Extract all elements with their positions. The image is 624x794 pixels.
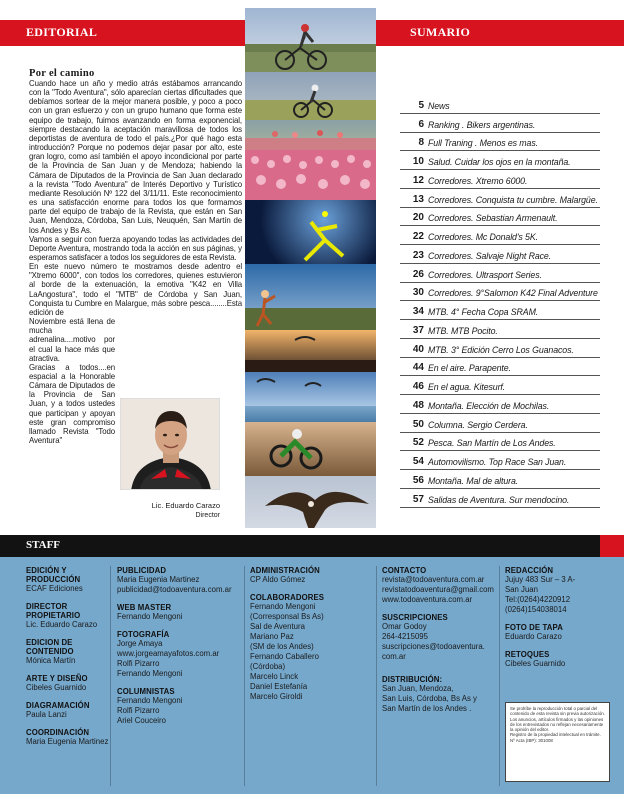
staff-role-value: revista@todoaventura.com.ar [382,575,485,584]
sumario-item [400,151,600,170]
sumario-item [400,470,600,489]
staff-role-value: San Juan [505,585,538,594]
staff-role-value: Jujuy 483 Sur – 3 A- [505,575,576,584]
staff-role-heading: PUBLICIDAD [117,566,167,575]
sumario-item [400,395,600,414]
sumario-item [400,376,600,395]
sumario-item [400,226,600,245]
spacer [26,693,118,701]
sumario-page-number: 34 [412,306,424,317]
sumario-item-title: Salidas de Aventura. Sur mendocino. [428,494,570,505]
staff-role-value: Eduardo Carazo [505,632,562,641]
staff-role-heading: ADMINISTRACIÓN [250,566,320,575]
legal-notice [505,702,610,782]
spacer [117,622,237,630]
staff-role-heading: DISTRIBUCIÓN: [382,675,443,684]
staff-role-value: (0264)154038014 [505,605,567,614]
staff-role-heading: COLUMNISTAS [117,687,175,696]
staff-role-heading: COORDINACIÓN [26,728,90,737]
staff-role-value: Marcelo Giroldi [250,692,303,701]
staff-role-value: Sal de Aventura [250,622,305,631]
editorial-section-label: EDITORIAL [26,25,98,39]
spacer [26,720,118,728]
staff-role-value: San Luis, Córdoba, Bs As y [382,694,477,703]
staff-role-heading: EDICION DE CONTENIDO [26,638,74,656]
staff-column-2 [117,566,237,726]
photo-mountain-biker-field [245,72,376,120]
sumario-item-title: Corredores. Xtremo 6000. [428,175,528,186]
sumario-item [400,170,600,189]
sumario-page-number: 40 [412,343,424,355]
sumario-page-number: 23 [412,249,424,261]
sumario-page-number: 5 [418,99,424,111]
sumario-page-number: 10 [412,156,424,167]
staff-role-value: Maria Eugenia Martinez [26,737,109,746]
staff-role-value: www.todoaventura.com.ar [382,595,473,604]
sumario-item [400,451,600,470]
sumario-item-title: News [428,100,450,111]
sumario-item [400,133,600,152]
spacer [117,679,237,687]
sumario-item-title: En el agua. Kitesurf. [428,382,506,392]
staff-role-value: Omar Godoy [382,622,427,631]
author-name: Lic. Eduardo Carazo [151,501,220,510]
sumario-page-number: 20 [412,212,424,224]
sumario-page-number: 57 [412,493,424,505]
editorial-title: Por el camino [29,68,95,79]
staff-role-value: Cibeles Guarnido [26,683,87,692]
sumario-item-title: Montaña. Mal de altura. [428,475,519,486]
sumario-item [400,489,600,508]
staff-role-value: com.ar [382,652,406,661]
sumario-item [400,339,600,358]
sumario-item-title: Corredores. Salvaje Night Race. [428,250,552,261]
photo-sunset-paraglider [245,330,376,372]
sumario-item [400,283,600,302]
editorial-paragraph: Vamos a seguir con fuerza apoyando todas las actividades del Deporte Aventura, mostrando toda la acción en sus páginas, y esperamos satisfacer a todos los seguidores de esta Revista. [29,234,242,262]
staff-role-value: Fernando Mengoni [117,696,183,705]
sumario-page-number: 46 [412,381,424,392]
staff-role-value: Paula Lanzi [26,710,67,719]
sumario-item [400,320,600,339]
staff-role-value: (SM de los Andes) [250,642,314,651]
staff-title: STAFF [26,539,61,551]
sumario-item-title: MTB. MTB Pocito. [428,325,498,336]
sumario-page-number: 37 [412,324,424,336]
staff-role-heading: ARTE Y DISEÑO [26,674,88,683]
staff-role-value: 264-4215095 [382,632,428,641]
staff-column-4 [382,566,502,714]
staff-role-value: Rolfi Pizarro [117,659,160,668]
staff-role-value: (Corresponsal Bs As) [250,612,324,621]
staff-role-heading: DIAGRAMACIÓN [26,701,90,710]
staff-role-heading: WEB MASTER [117,603,172,612]
staff-role-value: suscripciones@todoaventura. [382,642,485,651]
staff-column-3 [250,566,360,702]
staff-role-value: CP Aldo Gómez [250,575,306,584]
spacer [117,595,237,603]
sumario-item [400,189,600,208]
sumario-page-number: 56 [412,474,424,486]
staff-role-value: publicidad@todoaventura.com.ar [117,585,232,594]
staff-role-value: revistatodoaventura@gmail.com [382,585,494,594]
sumario-section-label: SUMARIO [410,25,471,39]
sumario-item-title: Corredores. 9°Salomon K42 Final Adventure [428,288,598,299]
staff-role-value: Mariano Paz [250,632,294,641]
staff-role-value: San Martín de los Andes . [382,704,472,713]
sumario-item [400,433,600,452]
staff-role-value: Fernando Mengoni [117,612,183,621]
spacer [250,585,360,593]
sumario-list [400,95,600,508]
staff-role-value: Fernando Mengoni [250,602,316,611]
staff-role-value: Fernando Mengoni [117,669,183,678]
staff-role-heading: SUSCRIPCIONES [382,613,448,622]
portrait-caption [120,501,220,521]
staff-role-heading: EDICIÓN Y PRODUCCIÓN [26,566,81,584]
sumario-item-title: Corredores. Sebastian Armenault. [428,213,558,224]
staff-role-value: Marcelo Linck [250,672,299,681]
spacer [382,605,502,613]
staff-role-value: (Córdoba) [250,662,286,671]
staff-role-value: Daniel Estefanía [250,682,308,691]
sumario-item [400,95,600,114]
staff-role-value: Cibeles Guarnido [505,659,566,668]
photo-condor [245,476,376,528]
editorial-paragraph: Noviembre está llena de mucha adrenalina....motivo por el cual la hace más que atractiva. [29,317,115,363]
spacer [26,594,118,602]
staff-role-heading: COLABORADORES [250,593,325,602]
photo-strip [245,8,376,528]
staff-role-value: www.jorgeamayafotos.com.ar [117,649,220,658]
staff-role-heading: CONTACTO [382,566,427,575]
staff-divider [244,566,245,786]
staff-role-heading: DIRECTOR PROPIETARIO [26,602,81,620]
sumario-item [400,414,600,433]
sumario-page-number: 52 [412,437,424,449]
sumario-page-number: 44 [412,362,424,374]
staff-role-value: Tel:(0264)4220912 [505,595,571,604]
sumario-page-number: 48 [412,399,424,411]
sumario-page-number: 54 [412,456,424,467]
staff-role-value: Mónica Martín [26,656,76,665]
staff-role-value: Jorge Amaya [117,639,163,648]
sumario-item [400,114,600,133]
sumario-item-title: Columna. Sergio Cerdera. [428,419,528,430]
staff-role-heading: FOTO DE TAPA [505,623,563,632]
photo-mountain-biker [245,8,376,72]
staff-role-value: Rolfi Pizarro [117,706,160,715]
sumario-item-title: Montaña. Elección de Mochilas. [428,400,550,411]
photo-pink-runners [245,150,376,200]
spacer [505,615,615,623]
sumario-item-title: En el aire. Parapente. [428,363,511,374]
editorial-paragraph: En este nuevo número te mostramos desde adentro el "Xtremo 6000", con todos los corredores, quienes estuvieron al borde de la extenuación, la emotiva "K42 en Villa LaAngostura", todo el "MTB" de Córdoba y San Juan, Conquista tu Cumbre en Malargue, más sobre pesca........Esta edición de [29,262,242,317]
staff-role-value: ECAF Ediciones [26,584,83,593]
spacer [26,630,118,638]
legal-line: Registro de la propiedad intelectual en trámite. [510,732,601,738]
photo-kitesurf-water [245,406,376,422]
sumario-item-title: Full Traning . Menos es mas. [428,138,538,149]
sumario-item-title: Automovilismo. Top Race San Juan. [428,457,567,467]
photo-kitesurf-sky [245,372,376,406]
sumario-item-title: Salud. Cuidar los ojos en la montaña. [428,157,571,167]
spacer [26,666,118,674]
photo-motocross [245,422,376,476]
staff-role-heading: REDACCIÓN [505,566,554,575]
staff-panel [0,557,624,794]
staff-role-heading: FOTOGRAFÍA [117,630,170,639]
sumario-item-title: Pesca. San Martín de Los Andes. [428,438,556,449]
sumario-page-number: 50 [412,418,424,430]
sumario-item-title: Corredores. Mc Donald's 5K. [428,232,538,242]
staff-role-heading: RETOQUES [505,650,550,659]
photo-runner-crowd [245,120,376,150]
sumario-page-number: 22 [412,231,424,242]
editorial-body [29,79,242,445]
staff-role-value: Lic. Eduardo Carazo [26,620,98,629]
staff-role-value: San Juan, Mendoza, [382,684,454,693]
staff-column-1 [26,566,118,747]
sumario-item [400,245,600,264]
staff-column-5 [505,566,615,669]
sumario-page-number: 6 [418,118,424,130]
staff-header-bar [0,535,624,557]
staff-role-value: Fernando Caballero [250,652,319,661]
staff-bar-accent [600,535,624,557]
sumario-page-number: 12 [412,174,424,186]
legal-line: Los anuncios, artículos firmados y las opiniones de los entrevistados no reflejan necesariamente la opinión del editor. [510,716,604,733]
photo-trail-runner [245,264,376,330]
legal-line: Se prohíbe la reproducción total o parcial del contenido de esta revista sin previa autorización. [510,706,605,717]
spacer [382,662,502,675]
staff-divider [499,566,500,786]
sumario-page-number: 30 [412,287,424,299]
sumario-page-number: 8 [418,137,424,149]
staff-divider [110,566,111,786]
photo-night-race [245,200,376,264]
staff-divider [376,566,377,786]
sumario-item [400,264,600,283]
staff-role-value: Ariel Couceiro [117,716,166,725]
sumario-item [400,208,600,227]
sumario-item-title: MTB. 3° Edición Cerro Los Guanacos. [428,344,574,355]
staff-role-value: Maria Eugenia Martinez [117,575,200,584]
director-portrait [120,398,220,490]
author-role: Director [195,512,220,519]
sumario-item-title: Corredores. Conquista tu cumbre. Malargüe. [428,194,598,205]
sumario-page-number: 26 [412,268,424,280]
editorial-column [29,68,242,445]
sumario-item-title: Ranking . Bikers argentinas. [428,119,536,130]
editorial-paragraph: Gracias a todos....en espacial a la Honorable Cámara de Diputados de la Provincia de San Juan, y a todos ustedes que participan y apoyan este gran compromiso llamado Revista "Todo Aventura" [29,362,115,446]
sumario-page-number: 13 [412,193,424,205]
sumario-item [400,301,600,320]
sumario-item [400,358,600,377]
legal-line: Nº Acta (IBP): 301008 [510,737,553,743]
spacer [505,642,615,650]
editorial-paragraph: Cuando hace un año y medio atrás estábamos arrancando con la "Todo Aventura", sólo aparecían ciertas dificultades que debíamos sortear de la mejor manera posible, y poco a poco con un gran esfuerzo y con un grupo humano que forma este equipo de trabajo, fuimos avanzando en forma exponencial, siempre destacando la aceptación maravillosa de todos los deportistas de aventura de todo el país.¿Por qué hago esta introducción? Porque no podemos dejar pasar por alto, este gran logro, como así también el apoyo incondicional por parte de la Provincia de San Juan y de Mendoza; habiendo la Cámara de Diputados de la Provincia de San Juan declarado a la revista "Todo Aventura" de Interés Deportivo y Turístico mediante Resolución Nº 122 del 3/11/11. Este reconocimiento es una satisfacción enorme para todos los que formamos parte del equipo de trabajo de la Revista, que están en San Juan, Mendoza, Córdoba, San Luis, Neuquén, San Martín de los Andes y Bs As. [29,79,242,235]
sumario-item-title: Corredores. Ultrasport Series. [428,269,542,280]
sumario-item-title: MTB. 4° Fecha Copa SRAM. [428,307,539,317]
